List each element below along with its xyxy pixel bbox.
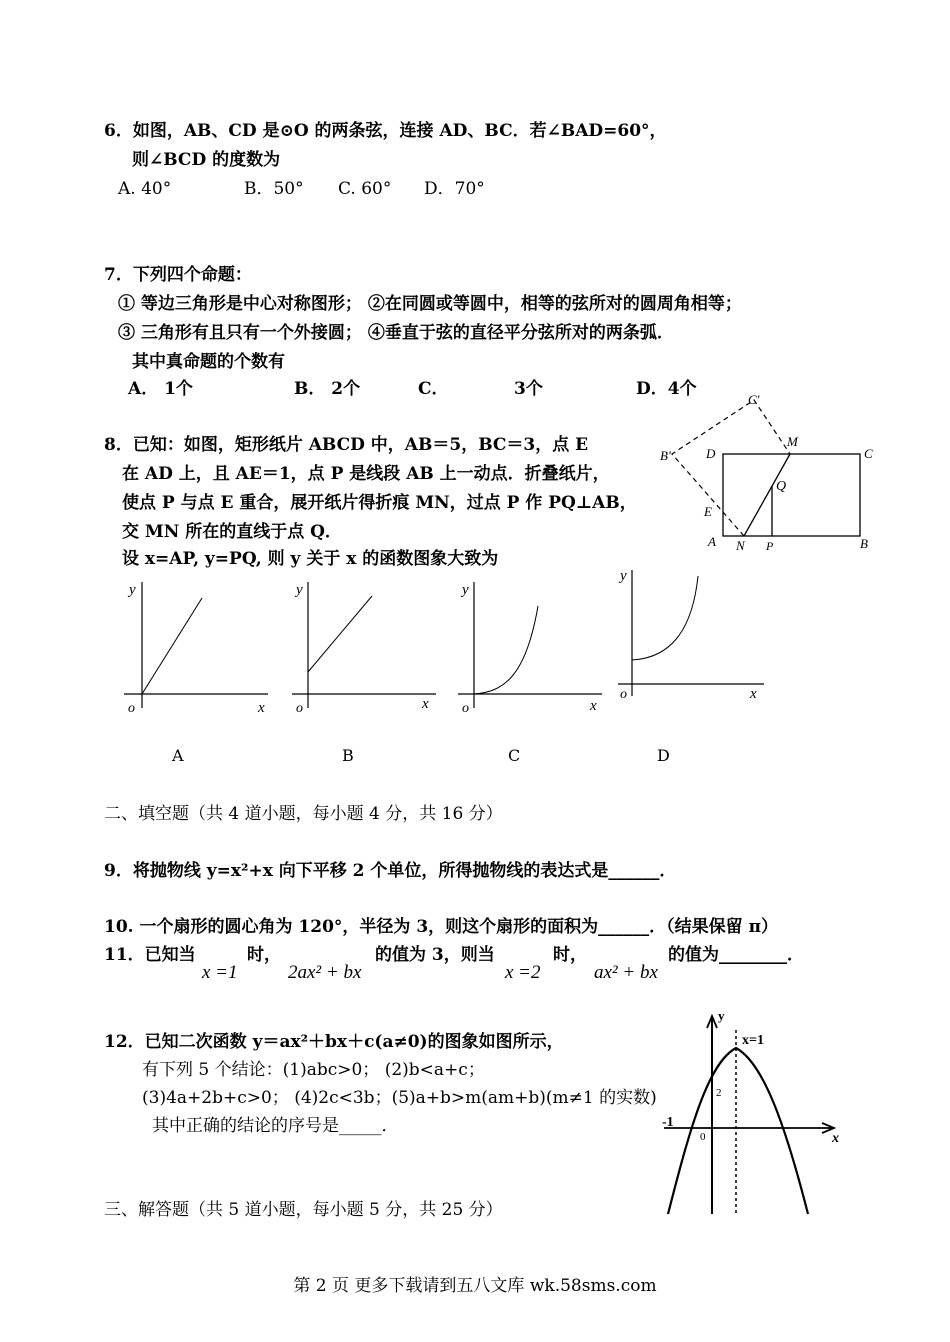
- graph-d-x-label: x: [750, 686, 757, 702]
- q8-line2: 在 AD 上，且 AE＝1，点 P 是线段 AB 上一动点．折叠纸片，: [122, 464, 610, 484]
- q8-rectangle-figure: [650, 388, 890, 558]
- q11-formula4: ax² + bx: [594, 962, 658, 983]
- label-m: M: [787, 434, 798, 449]
- q11-formula1: x =1: [202, 962, 238, 983]
- graph-b-y-label: y: [296, 582, 303, 598]
- q8-graph-c: [452, 576, 612, 726]
- q11-formula3: x =2: [505, 962, 541, 983]
- q11-part3: 的值为 3，则当: [375, 945, 495, 965]
- q11-part2: 时，: [247, 945, 281, 965]
- section2-heading: 二、填空题（共 4 道小题，每小题 4 分，共 16 分）: [104, 804, 503, 824]
- section3-heading: 三、解答题（共 5 道小题，每小题 5 分，共 25 分）: [104, 1200, 503, 1220]
- page-footer: 第 2 页 更多下载请到五八文库 wk.58sms.com: [293, 1276, 657, 1296]
- q8-line5: 设 x=AP, y=PQ, 则 y 关于 x 的函数图象大致为: [122, 549, 499, 569]
- q12-line2: 有下列 5 个结论：(1)abc>0； (2)b<a+c；: [142, 1060, 485, 1080]
- q7-line1: ① 等边三角形是中心对称图形； ②在同圆或等圆中，相等的弦所对的圆周角相等；: [118, 294, 742, 314]
- q12-line1: 12．已知二次函数 y＝ax²＋bx＋c(a≠0)的图象如图所示，: [104, 1032, 564, 1052]
- q10-text: 10. 一个扇形的圆心角为 120°，半径为 3，则这个扇形的面积为______．（结果保留 π）: [104, 917, 779, 937]
- q6-option-a: A. 40°: [118, 179, 172, 199]
- q7-line3: 其中真命题的个数有: [132, 352, 285, 372]
- graph-d-y-label: y: [620, 568, 627, 584]
- q8-choice-b: B: [342, 746, 354, 765]
- q7-option-b: B． 2个: [294, 379, 361, 399]
- graph-a-origin: o: [128, 701, 135, 716]
- graph-b-x-label: x: [422, 696, 429, 712]
- label-d: D: [706, 446, 716, 461]
- q8-graph-d: [614, 564, 774, 714]
- q11-formula2: 2ax² + bx: [288, 962, 362, 983]
- q12-parabola: [668, 1048, 808, 1214]
- graph-a-y-label: y: [129, 582, 136, 598]
- label-c: C: [864, 446, 873, 461]
- label-b: B: [860, 536, 868, 551]
- label-q: Q: [776, 479, 787, 494]
- label-n: N: [736, 538, 745, 553]
- rect-abcd: [723, 454, 860, 536]
- q11-part1: 11．已知当: [104, 945, 196, 965]
- q7-option-c: C．: [418, 379, 449, 399]
- graph-a-x-label: x: [258, 700, 265, 716]
- q11-part5: 的值为________．: [668, 945, 804, 965]
- graph-c-curve: [474, 606, 538, 694]
- q12-y-label: y: [718, 1008, 725, 1023]
- graph-d-curve: [632, 576, 698, 660]
- q7-line2: ③ 三角形有且只有一个外接圆； ④垂直于弦的直径平分弦所对的两条弧．: [118, 323, 674, 343]
- graph-c-y-label: y: [462, 582, 469, 598]
- q6-option-b: B．50°: [244, 179, 304, 199]
- q7-option-a: A． 1个: [128, 379, 193, 399]
- q8-line1: 8．已知：如图，矩形纸片 ABCD 中，AB＝5，BC＝3，点 E: [104, 435, 589, 455]
- q12-axis-label: x=1: [742, 1033, 764, 1048]
- q8-graph-a: [118, 576, 278, 726]
- q11-part4: 时，: [553, 945, 587, 965]
- q8-choice-c: C: [508, 746, 521, 765]
- label-e: E: [704, 504, 712, 519]
- graph-d-origin: o: [620, 687, 627, 702]
- q6-line2: 则∠BCD 的度数为: [132, 150, 281, 170]
- q8-choice-a: A: [172, 746, 184, 765]
- label-p: P: [766, 539, 774, 553]
- q6-line1: 6．如图，AB、CD 是⊙O 的两条弦，连接 AD、BC．若∠BAD=60°，: [104, 121, 667, 141]
- q12-line4: 其中正确的结论的序号是_____．: [152, 1116, 399, 1136]
- graph-c-origin: o: [462, 701, 469, 716]
- graph-c-x-label: x: [590, 698, 597, 714]
- q6-option-d: D．70°: [424, 179, 485, 199]
- q7-option-d: D．4个: [636, 379, 697, 399]
- graph-b-origin: o: [296, 701, 303, 716]
- q12-two-label: 2: [716, 1087, 722, 1099]
- graph-a-line: [142, 598, 202, 694]
- q12-x-label: x: [832, 1131, 839, 1146]
- label-a: A: [708, 534, 716, 549]
- q8-line4: 交 MN 所在的直线于点 Q．: [122, 522, 342, 542]
- q9-text: 9．将抛物线 y=x²+x 向下平移 2 个单位，所得抛物线的表达式是______．: [104, 861, 677, 881]
- q7-option-c-value: 3个: [514, 379, 543, 399]
- q8-choice-d: D: [657, 746, 670, 765]
- q12-neg1-label: -1: [662, 1115, 674, 1130]
- q8-graph-b: [286, 576, 446, 726]
- fold-line-mn: [744, 454, 790, 536]
- q12-parabola-graph: [660, 1008, 850, 1218]
- q12-zero-label: 0: [700, 1131, 706, 1143]
- label-b-prime: B': [660, 448, 671, 463]
- q8-line3: 使点 P 与点 E 重合，展开纸片得折痕 MN，过点 P 作 PQ⊥AB，: [122, 493, 637, 513]
- q7-title: 7．下列四个命题：: [104, 265, 252, 285]
- label-c-prime: C': [748, 392, 760, 407]
- graph-b-line: [308, 596, 372, 672]
- q12-line3: (3)4a+2b+c>0； (4)2c<3b；(5)a+b>m(am+b)(m≠1 的实数): [142, 1088, 657, 1108]
- q6-option-c: C. 60°: [338, 179, 392, 199]
